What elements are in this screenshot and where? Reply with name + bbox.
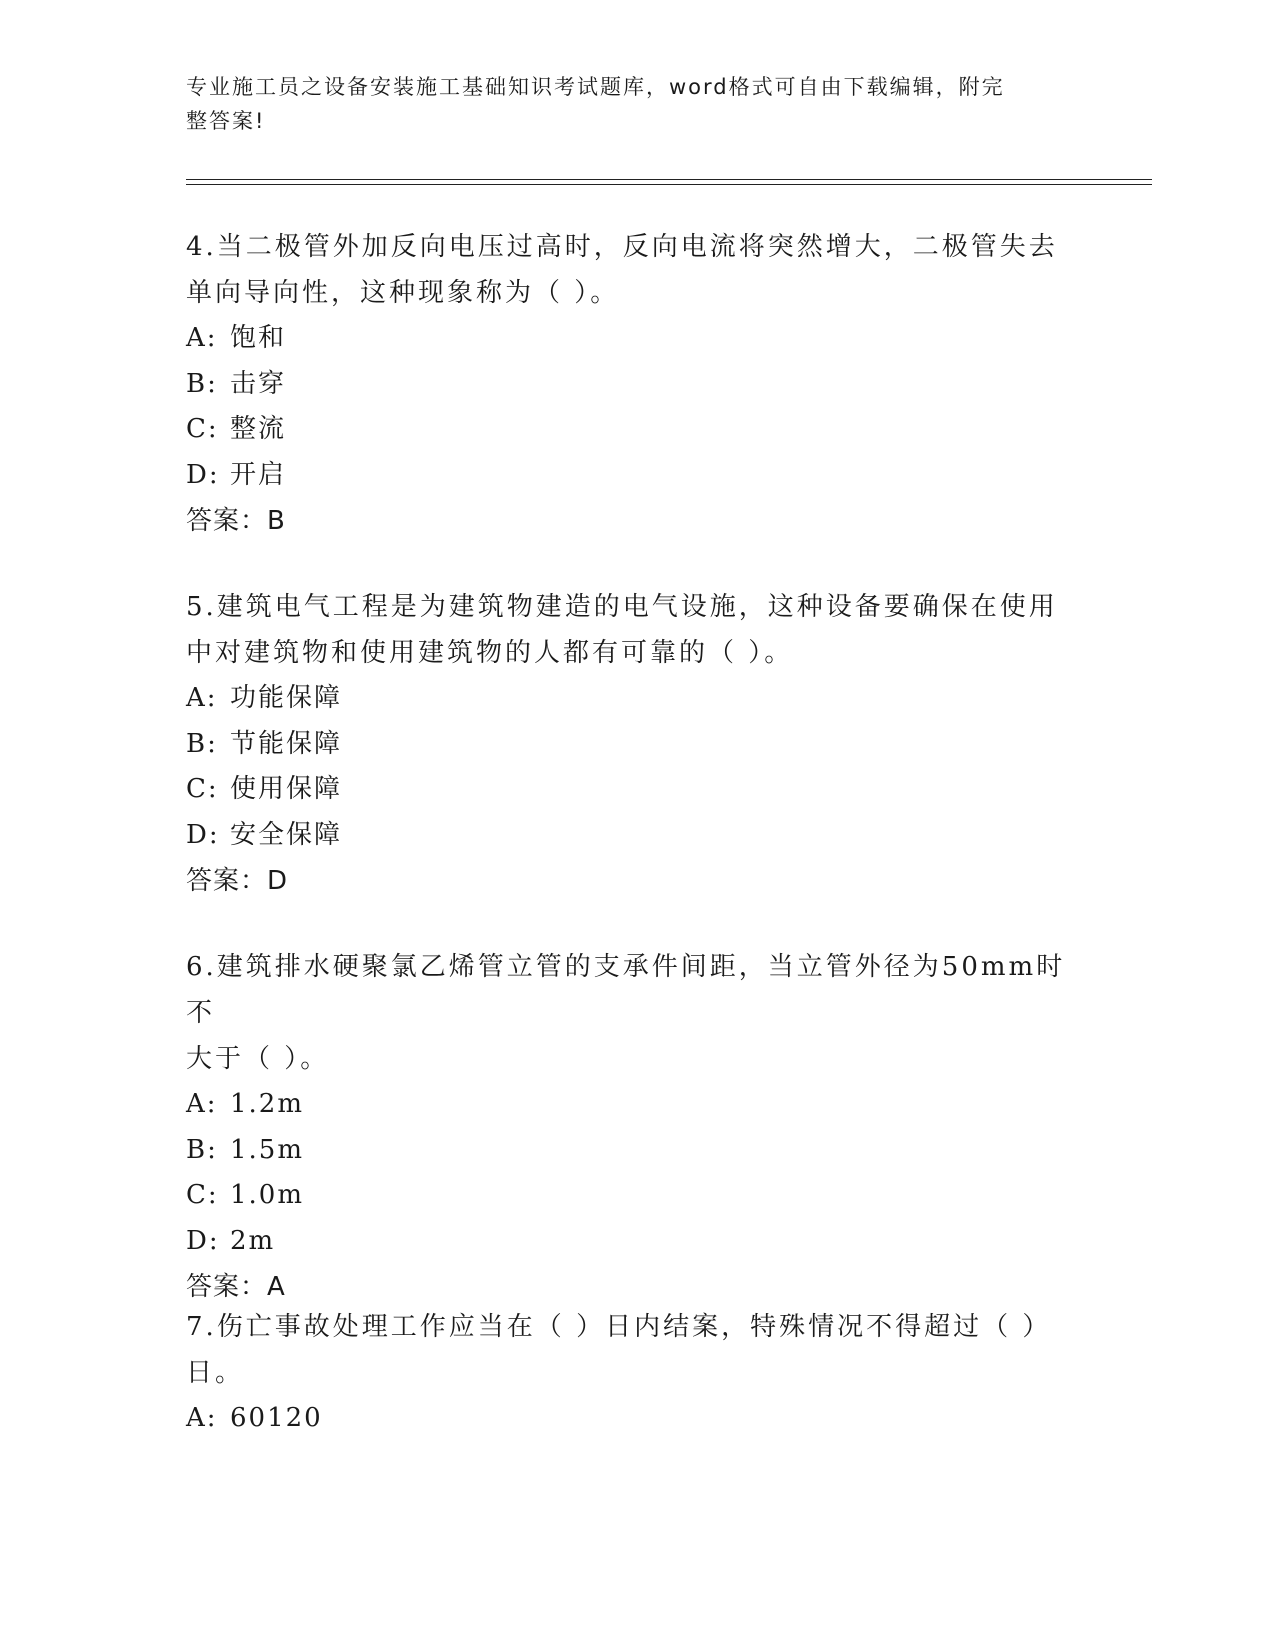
header-line-2: 整答案! [186,109,266,133]
option-key: A: [186,1089,218,1119]
question-4 [186,224,1086,544]
option-text: 使用保障 [230,774,343,804]
answer-line [186,858,1086,904]
option-c [186,1173,1086,1219]
option-b [186,722,1086,768]
option-c [186,407,1086,453]
question-6 [186,944,1086,1310]
option-key: B: [186,1134,218,1165]
answer-value: B [267,506,286,536]
option-c [186,767,1086,813]
option-key: A: [186,683,218,713]
option-text: 1.5m [230,1134,305,1165]
stem-line-2: 大于（ ）。 [186,1044,330,1074]
option-key: D: [186,819,220,850]
option-key: B: [186,368,218,399]
option-key: C: [186,414,219,444]
option-a [186,1396,1086,1442]
answer-value: D [267,866,289,896]
answer-label: 答案： [186,1272,268,1302]
answer-line [186,498,1086,544]
option-b [186,362,1086,408]
option-d [186,813,1086,859]
option-text: 功能保障 [230,683,343,713]
question-stem [186,224,1086,316]
option-text: 60120 [230,1403,323,1433]
option-text: 饱和 [230,323,287,353]
option-d [186,1219,1086,1265]
option-key: C: [186,774,219,804]
option-key: A: [186,323,218,353]
header-line-1: 专业施工员之设备安装施工基础知识考试题库，word格式可自由下载编辑，附完 [186,75,1005,99]
option-key: C: [186,1180,219,1210]
stem-line-2: 单向导向性，这种现象称为（ ）。 [186,278,620,308]
option-text: 击穿 [230,368,287,399]
option-a [186,1082,1086,1128]
option-text: 整流 [230,414,287,444]
header-divider-bottom [186,184,1152,185]
stem-line-1: 5.建筑电气工程是为建筑物建造的电气设施，这种设备要确保在使用 [186,592,1058,622]
option-key: B: [186,728,218,759]
answer-value: A [267,1272,286,1302]
option-d [186,453,1086,499]
answer-label: 答案： [186,866,268,896]
question-stem [186,584,1086,676]
question-stem [186,1304,1086,1396]
question-5 [186,584,1086,904]
stem-line-2: 日。 [186,1358,245,1388]
option-text: 1.0m [230,1180,305,1210]
option-a [186,676,1086,722]
option-key: D: [186,459,220,490]
option-key: D: [186,1225,220,1256]
stem-line-1: 6.建筑排水硬聚氯乙烯管立管的支承件间距，当立管外径为50mm时不 [186,952,1066,1028]
document-header [186,70,1066,138]
option-a [186,316,1086,362]
stem-line-2: 中对建筑物和使用建筑物的人都有可靠的（ ）。 [186,638,794,668]
option-key: A: [186,1403,218,1433]
option-text: 2m [230,1225,276,1256]
question-7 [186,1304,1086,1442]
option-text: 开启 [230,459,287,490]
option-text: 节能保障 [230,728,343,759]
question-stem [186,944,1086,1082]
header-divider-top [186,179,1152,180]
stem-line-1: 7.伤亡事故处理工作应当在（ ）日内结案，特殊情况不得超过（ ） [186,1312,1052,1342]
option-text: 安全保障 [230,819,343,850]
stem-line-1: 4.当二极管外加反向电压过高时，反向电流将突然增大，二极管失去 [186,232,1058,262]
answer-label: 答案： [186,506,268,536]
option-text: 1.2m [230,1089,305,1119]
option-b [186,1128,1086,1174]
